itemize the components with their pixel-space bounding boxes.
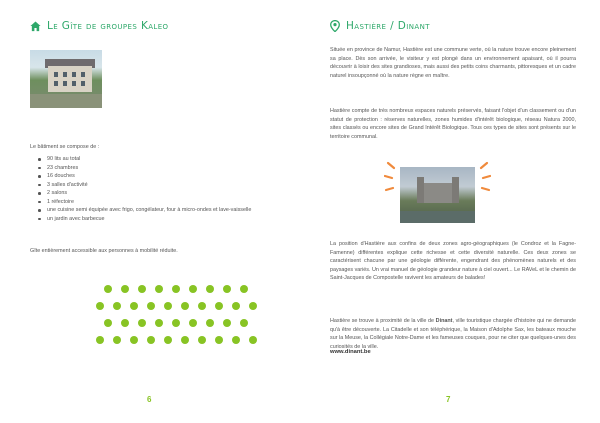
paragraph-intro: Située en province de Namur, Hastière est une commune verte, où la nature trouve encore pleinement sa place. Dès son arrivée, le visiteur y est plongé dans un environnement apaisant, où il pourra découvrir à loisir des sites grandioses, mais aussi des petits coins charmants, pittoresques et un cadre naturel insoupçonné où la nature règne en maître. xyxy=(330,47,576,79)
decorative-dot xyxy=(96,302,104,310)
decorative-dot xyxy=(172,285,180,293)
decorative-dot xyxy=(240,285,248,293)
decorative-dot xyxy=(130,302,138,310)
decorative-dot xyxy=(223,285,231,293)
paragraph-dinant xyxy=(330,317,576,351)
decorative-dot xyxy=(164,302,172,310)
decorative-dot xyxy=(249,336,257,344)
accessibility-note: Gîte entièrement accessible aux personnes à mobilité réduite. xyxy=(30,248,178,254)
decorative-dot xyxy=(147,302,155,310)
feature-item: un jardin avec barbecue xyxy=(38,215,258,224)
decorative-dot xyxy=(215,336,223,344)
decorative-dot xyxy=(113,302,121,310)
decorative-dot xyxy=(198,302,206,310)
decorative-dot xyxy=(155,319,163,327)
decorative-dot xyxy=(249,302,257,310)
feature-item: 3 salles d'activité xyxy=(38,181,258,190)
feature-item: 16 douches xyxy=(38,172,258,181)
decorative-dot xyxy=(138,319,146,327)
decorative-dot xyxy=(104,285,112,293)
decorative-dot xyxy=(223,319,231,327)
decorative-dot xyxy=(172,319,180,327)
decorative-dot xyxy=(130,336,138,344)
decorative-dot xyxy=(181,336,189,344)
feature-item: 2 salons xyxy=(38,189,258,198)
house-icon xyxy=(30,21,41,32)
feature-item: 23 chambres xyxy=(38,164,258,173)
page-number-left: 6 xyxy=(147,395,152,404)
decorative-dot xyxy=(104,319,112,327)
map-pin-icon xyxy=(330,20,340,32)
decorative-dot xyxy=(181,302,189,310)
decorative-dot xyxy=(232,302,240,310)
paragraph-nature: Hastière compte de très nombreux espaces naturels préservés, faisant l'objet d'un classement ou d'un statut de protection : réserves naturelles, zones humides d'intérêt biologique, réseau Natura 2000, sites classés ou encore sites de Grand Intérêt Biologique. Tous ces types de sites sont présents sur le territoire communal. xyxy=(330,108,576,140)
decorative-dot xyxy=(189,285,197,293)
right-heading xyxy=(330,20,430,32)
feature-item: 90 lits au total xyxy=(38,155,258,164)
decorative-dot xyxy=(232,336,240,344)
right-title: Hastière / Dinant xyxy=(346,20,430,32)
website-link[interactable]: www.dinant.be xyxy=(330,349,371,355)
features-list xyxy=(38,155,258,223)
feature-item: 1 réfectoire xyxy=(38,198,258,207)
decorative-dot xyxy=(206,319,214,327)
decorative-dot xyxy=(189,319,197,327)
decorative-dot xyxy=(121,319,129,327)
decorative-dot xyxy=(206,285,214,293)
decorative-dot xyxy=(121,285,129,293)
decorative-dots xyxy=(96,285,276,345)
paragraph-geography: La position d'Hastière aux confins de deux zones agro-géographiques (le Condroz et la Fagne-Famenne) différentes explique cette richesse et cette diversité naturelle. Ces deux zones se caractérisent chacune par une géologie différente, engendrant des phénomènes naturels et des paysages variés. Un vrai manuel de géologie grandeur nature à ciel ouvert... Le RAVeL et le chemin de Saint-Jacques de Compostelle ravivent les amateurs de balades! xyxy=(330,241,576,281)
dinant-text-before: Hastière se trouve à proximité de la ville de xyxy=(330,318,436,324)
decorative-dot xyxy=(113,336,121,344)
building-intro: Le bâtiment se compose de : xyxy=(30,144,100,150)
right-page xyxy=(300,0,600,423)
gite-photo xyxy=(30,50,102,108)
feature-item: une cuisine semi équipée avec frigo, congélateur, four à micro-ondes et lave-vaisselle xyxy=(38,206,258,215)
decorative-dot xyxy=(155,285,163,293)
dinant-bold: Dinant xyxy=(435,318,453,324)
decorative-dot xyxy=(96,336,104,344)
dinant-text-after: , ville touristique chargée d'histoire qui ne demande qu'à être découverte. La Citadelle et son téléphérique, la Maison d'Adolphe Sax, les bateaux mouche sur la Meuse, la Collégiale Notre-Dame et les fameuses couques, pour ne citer que quelques-unes des curiosités de la ville. xyxy=(330,318,576,350)
left-title: Le Gîte de groupes Kaleo xyxy=(47,20,169,32)
decorative-dot xyxy=(198,336,206,344)
decorative-dot xyxy=(215,302,223,310)
decorative-dot xyxy=(164,336,172,344)
page-number-right: 7 xyxy=(446,395,451,404)
decorative-dot xyxy=(147,336,155,344)
decorative-dot xyxy=(138,285,146,293)
decorative-dot xyxy=(240,319,248,327)
hastiere-photo xyxy=(400,167,475,223)
left-heading xyxy=(30,20,168,32)
